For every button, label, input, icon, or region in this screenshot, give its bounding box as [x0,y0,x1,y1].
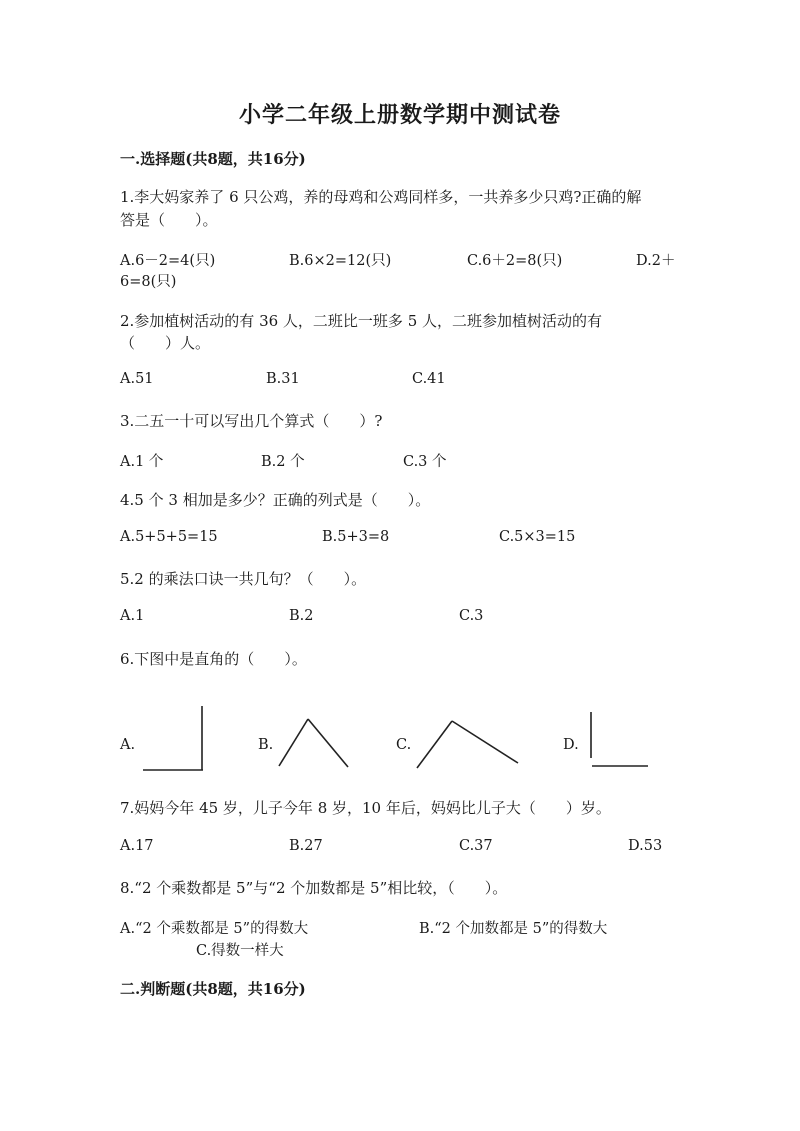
question-3-option-c: C.3 个 [403,454,447,470]
angle-figure-c [414,716,522,772]
question-4-option-b: B.5+3=8 [322,529,390,545]
question-7-stem: 7.妈妈今年 45 岁，儿子今年 8 岁，10 年后，妈妈比儿子大（ ）岁。 [120,799,611,817]
question-2-option-a: A.51 [120,371,154,387]
question-4-option-a: A.5+5+5=15 [120,529,218,545]
question-6-stem: 6.下图中是直角的（ ）。 [120,650,307,668]
question-6-option-b: B. [258,737,274,753]
question-6-option-c: C. [396,737,412,753]
page-title: 小学二年级上册数学期中测试卷 [238,102,561,128]
question-5-stem: 5.2 的乘法口诀一共几句？（ ）。 [120,570,367,588]
angle-figure-b [276,714,352,772]
question-4-stem: 4.5 个 3 相加是多少？正确的列式是（ ）。 [120,491,431,509]
question-3-stem: 3.二五一十可以写出几个算式（ ）? [120,412,383,430]
question-7-option-a: A.17 [120,838,154,854]
question-1-option-a: A.6－2=4(只) [120,253,216,269]
angle-figure-d [586,710,652,772]
question-3-option-a: A.1 个 [120,454,164,470]
section-heading-judgement: 二.判断题(共8题，共16分) [120,980,306,998]
question-1-option-b: B.6×2=12(只) [289,253,392,269]
question-5-option-c: C.3 [459,608,484,624]
question-6-option-d: D. [563,737,579,753]
question-2-stem-line2: （ ）人。 [120,334,211,352]
question-8-option-a: A.“2 个乘数都是 5”的得数大 [120,921,309,937]
question-7-option-b: B.27 [289,838,323,854]
question-5-option-a: A.1 [120,608,145,624]
question-8-stem: 8.“2 个乘数都是 5”与“2 个加数都是 5”相比较，（ ）。 [120,879,508,897]
question-7-option-c: C.37 [459,838,493,854]
question-2-option-c: C.41 [412,371,446,387]
question-1-option-d: D.2＋ [636,253,676,269]
question-8-option-c: C.得数一样大 [196,943,284,959]
question-4-option-c: C.5×3=15 [499,529,576,545]
question-2-stem-line1: 2.参加植树活动的有 36 人，二班比一班多 5 人，二班参加植树活动的有 [120,312,603,330]
question-1-stem-line1: 1.李大妈家养了 6 只公鸡，养的母鸡和公鸡同样多，一共养多少只鸡?正确的解 [120,188,642,206]
angle-figure-a [140,704,210,774]
question-1-stem-line2: 答是（ ）。 [120,211,218,229]
question-6-option-a: A. [120,737,136,753]
question-7-option-d: D.53 [628,838,663,854]
question-3-option-b: B.2 个 [261,454,305,470]
question-8-option-b: B.“2 个加数都是 5”的得数大 [419,921,608,937]
question-1-option-c: C.6＋2=8(只) [467,253,563,269]
question-1-option-d-continued: 6=8(只) [120,274,177,290]
question-5-option-b: B.2 [289,608,314,624]
section-heading-choice: 一.选择题(共8题，共16分) [120,150,306,168]
question-2-option-b: B.31 [266,371,300,387]
